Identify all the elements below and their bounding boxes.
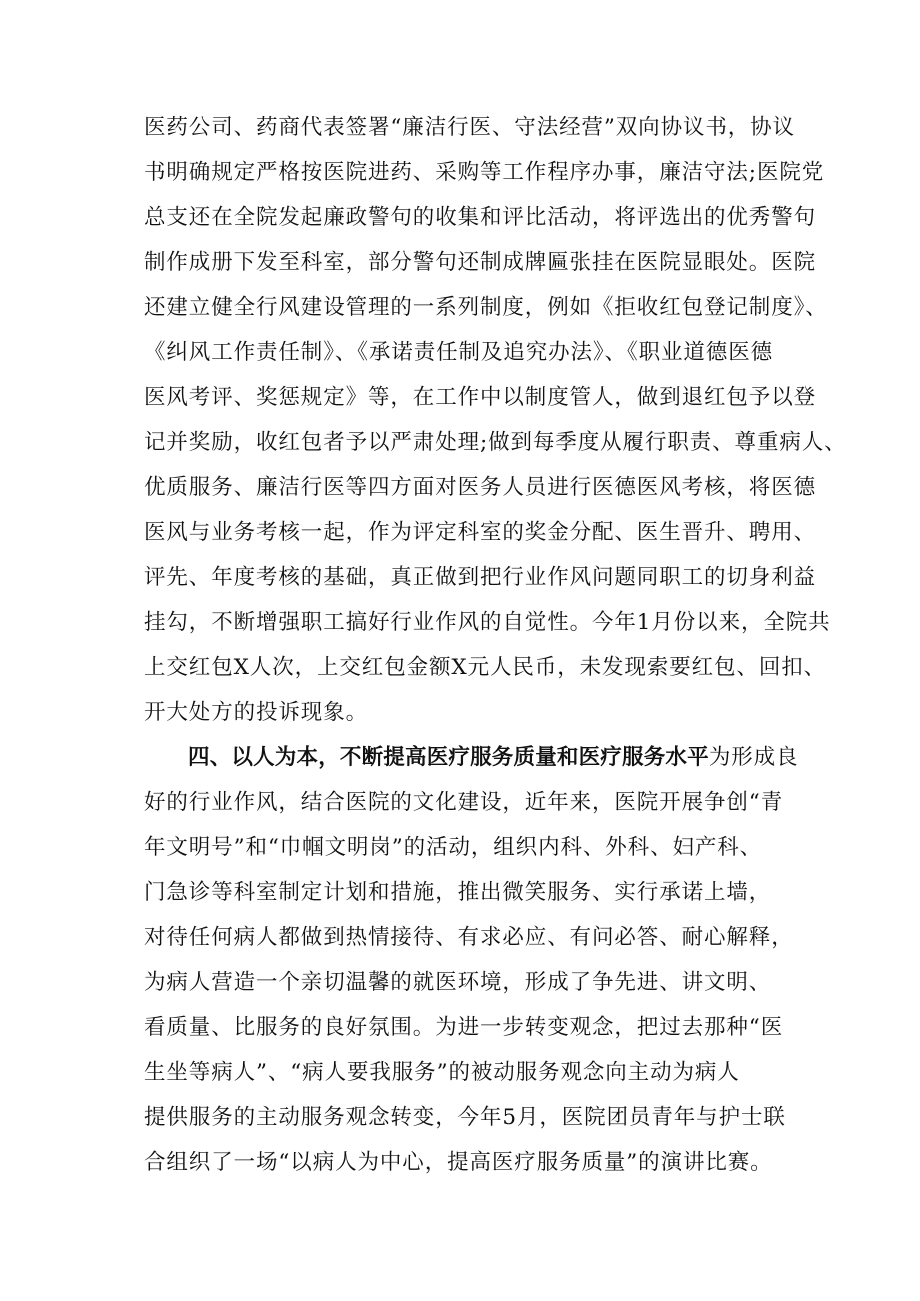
body-text-line: 评先、年度考核的基础，真正做到把行业作风问题同职工的切身利益: [144, 565, 817, 590]
body-text-line: 看质量、比服务的良好氛围。为进一步转变观念，把过去那种“医: [144, 1015, 784, 1040]
body-text-line: 生坐等病人”、“病人要我服务”的被动服务观念向主动为病人: [144, 1060, 740, 1085]
body-text-line: 还建立健全行风建设管理的一系列制度，例如《拒收红包登记制度》、: [144, 295, 828, 320]
body-text-line: 挂勾，不断增强职工搞好行业作风的自觉性。今年1月份以来，全院共: [144, 610, 831, 635]
body-text-line: 总支还在全院发起廉政警句的收集和评比活动，将评选出的优秀警句: [144, 205, 817, 230]
body-text-line: 开大处方的投诉现象。: [144, 700, 369, 725]
body-text-line: 医药公司、药商代表签署“廉洁行医、守法经营”双向协议书，协议: [144, 115, 795, 140]
body-text-line: 年文明号”和“巾帼文明岗”的活动，组织内科、外科、妇产科、: [144, 835, 763, 860]
body-text-line: 医风考评、奖惩规定》等，在工作中以制度管人，做到退红包予以登: [144, 385, 817, 410]
body-text-line: 制作成册下发至科室，部分警句还制成牌匾张挂在医院显眼处。医院: [144, 250, 817, 275]
section-heading-line: [188, 744, 798, 772]
body-text-line: 书明确规定严格按医院进药、采购等工作程序办事，廉洁守法;医院党: [144, 160, 825, 185]
body-text-line: 门急诊等科室制定计划和措施，推出微笑服务、实行承诺上墙，: [144, 880, 772, 905]
body-text-line: 记并奖励，收红包者予以严肃处理;做到每季度从履行职责、尊重病人、: [144, 430, 847, 455]
section-heading: 四、以人为本，不断提高医疗服务质量和医疗服务水平: [188, 745, 709, 770]
body-text-line: 为病人营造一个亲切温馨的就医环境，形成了争先进、讲文明、: [144, 970, 772, 995]
body-text-line: 合组织了一场“以病人为中心，提高医疗服务质量”的演讲比赛。: [144, 1150, 773, 1175]
body-text-line: 优质服务、廉洁行医等四方面对医务人员进行医德医风考核，将医德: [144, 475, 817, 500]
body-text-line: 《纠风工作责任制》、《承诺责任制及追究办法》、《职业道德医德: [144, 340, 774, 365]
body-text-line: 医风与业务考核一起，作为评定科室的奖金分配、医生晋升、聘用、: [144, 520, 817, 545]
body-text-line: 提供服务的主动服务观念转变，今年5月，医院团员青年与护士联: [144, 1105, 786, 1130]
body-text-fragment: 为形成良: [708, 745, 799, 770]
body-text-line: 好的行业作风，结合医院的文化建设，近年来，医院开展争创“青: [144, 790, 784, 815]
body-text-line: 上交红包X人次，上交红包金额X元人民币，未发现索要红包、回扣、: [144, 655, 827, 680]
body-text-line: 对待任何病人都做到热情接待、有求必应、有问必答、耐心解释，: [144, 925, 794, 950]
